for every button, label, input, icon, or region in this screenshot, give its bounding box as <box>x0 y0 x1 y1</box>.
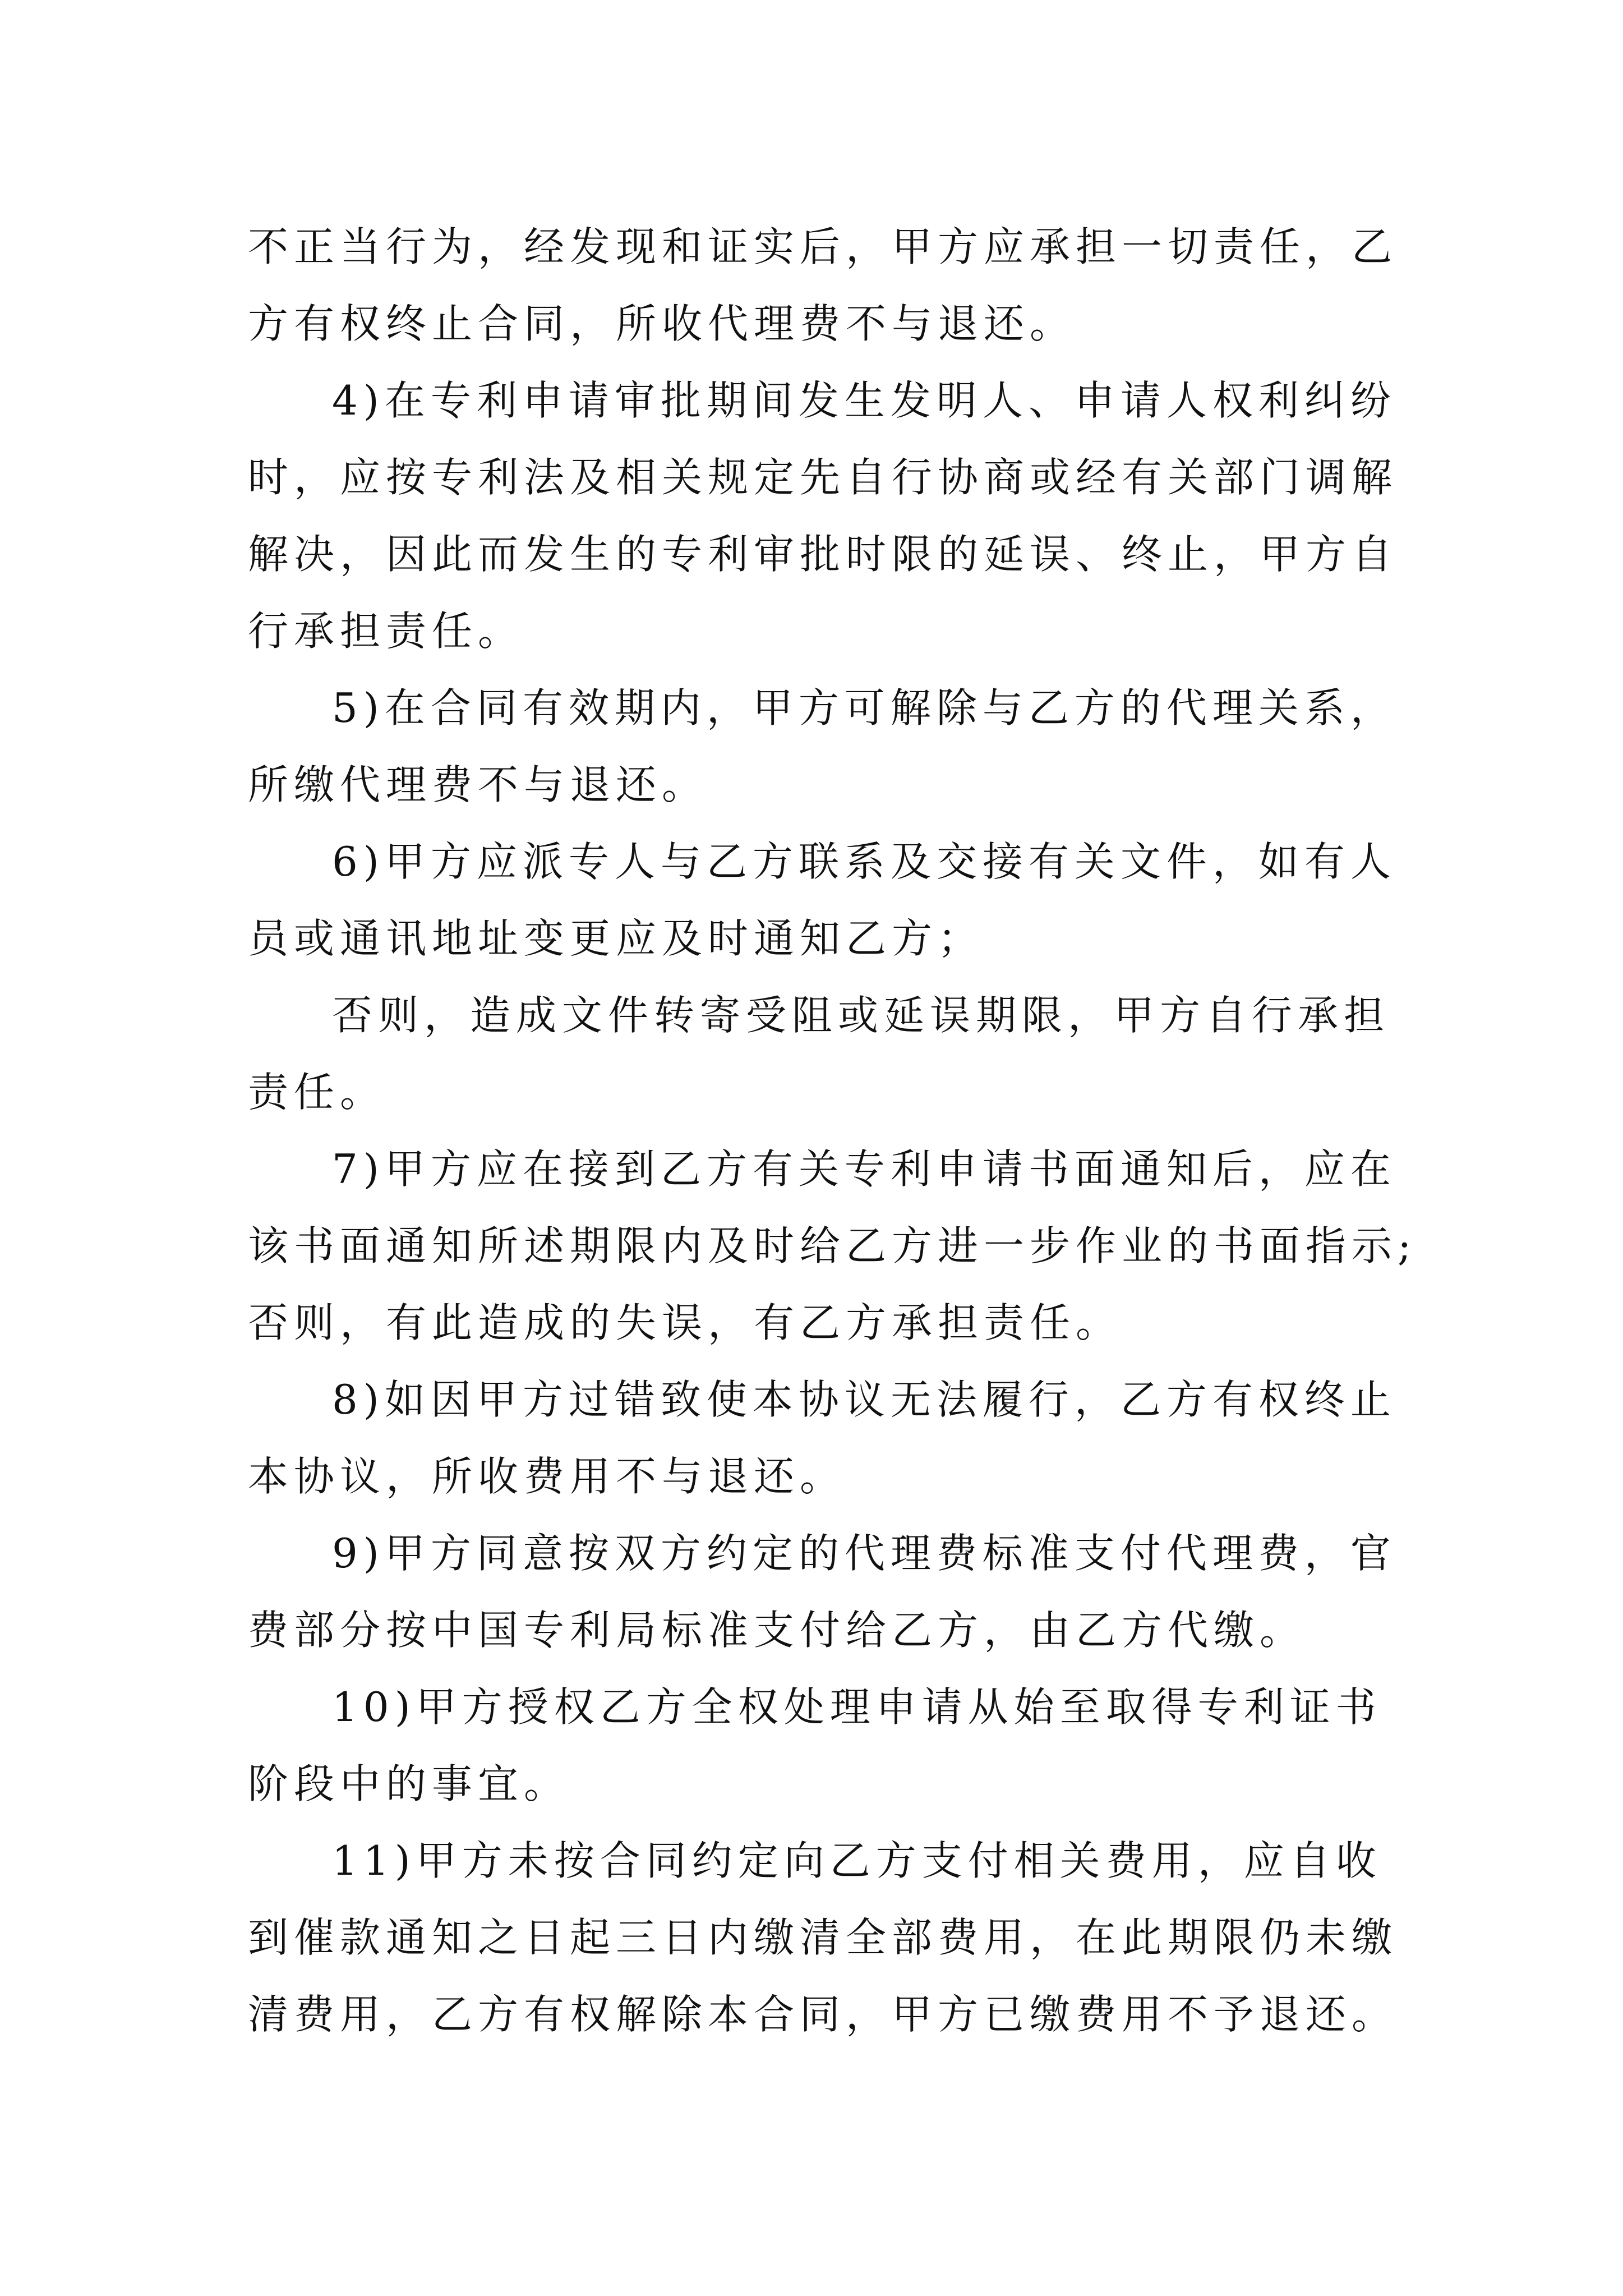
paragraph-clause-7: 7)甲方应在接到乙方有关专利申请书面通知后，应在该书面通知所述期限内及时给乙方进一步作业的书面指示;否则，有此造成的失误，有乙方承担责任。 <box>248 1145 1417 1346</box>
paragraph-clause-6: 6)甲方应派专人与乙方联系及交接有关文件，如有人员或通讯地址变更应及时通知乙方； <box>248 838 1396 962</box>
paragraph-clause-5: 5)在合同有效期内，甲方可解除与乙方的代理关系，所缴代理费不与退还。 <box>248 684 1396 808</box>
paragraph-clause-10: 10)甲方授权乙方全权处理申请从始至取得专利证书阶段中的事宜。 <box>248 1683 1382 1807</box>
paragraph-clause-9: 9)甲方同意按双方约定的代理费标准支付代理费，官费部分按中国专利局标准支付给乙方，由乙方代缴。 <box>248 1530 1396 1654</box>
paragraph-clause-8: 8)如因甲方过错致使本协议无法履行，乙方有权终止本协议，所收费用不与退还。 <box>248 1376 1396 1500</box>
paragraph-continuation: 不正当行为，经发现和证实后，甲方应承担一切责任，乙方有权终止合同，所收代理费不与退还。 <box>248 223 1398 347</box>
document-body <box>248 209 1426 2053</box>
paragraph-clause-11: 11)甲方未按合同约定向乙方支付相关费用，应自收到催款通知之日起三日内缴清全部费用，在此期限仍未缴清费用，乙方有权解除本合同，甲方已缴费用不予退还。 <box>248 1837 1398 2038</box>
paragraph-clause-6-otherwise: 否则，造成文件转寄受阻或延误期限，甲方自行承担责任。 <box>248 992 1390 1116</box>
paragraph-clause-4: 4)在专利申请审批期间发生发明人、申请人权利纠纷时，应按专利法及相关规定先自行协商或经有关部门调解解决，因此而发生的专利审批时限的延误、终止，甲方自行承担责任。 <box>248 377 1398 655</box>
